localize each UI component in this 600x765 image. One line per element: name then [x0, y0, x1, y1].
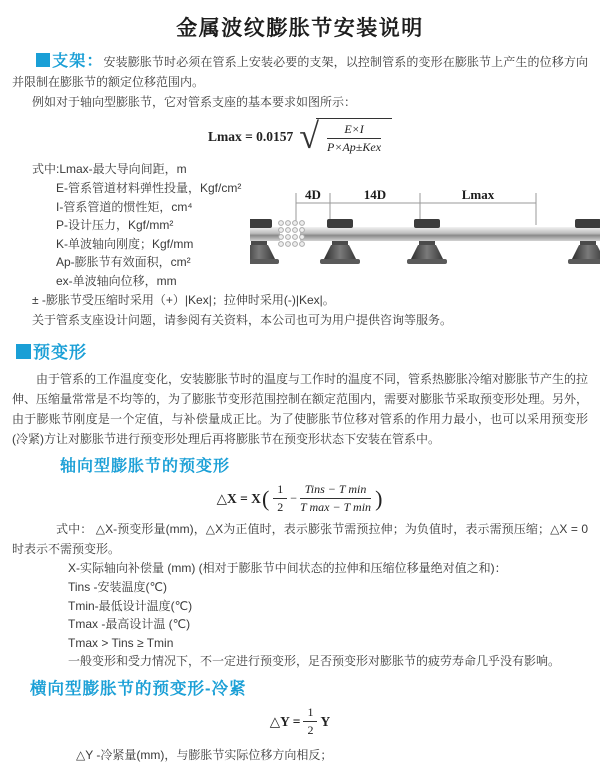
temp-fraction: [300, 482, 371, 515]
temperature-item: Tmax -最高设计温 (℃): [68, 617, 191, 631]
dim-label-14d: 14D: [363, 187, 387, 202]
consult-line: 关于管系支座设计问题，请参阅有关资料，本公司也可为用户提供咨询等服务。: [32, 313, 453, 327]
lateral-half-fraction: [303, 705, 317, 738]
variables-and-diagram: [12, 159, 588, 290]
plusminus-line: ± -膨胀节受压缩时采用（+）|Kex|；拉伸时采用(-)|Kex|。: [32, 293, 335, 307]
lateral-formula-lhs: △Y =: [269, 713, 301, 729]
variable-item: P-设计压力，Kgf/mm²: [56, 218, 174, 232]
square-root: [299, 118, 392, 155]
support-example-line: 例如对于轴向型膨胀节，它对管系支座的基本要求如图所示：: [32, 95, 357, 109]
blue-square-icon: [16, 344, 31, 359]
lmax-formula: [12, 118, 588, 155]
variable-item: Ap-膨胀节有效面积，cm²: [56, 255, 191, 269]
support-intro-paragraph: [12, 52, 588, 92]
close-paren: ): [375, 485, 383, 511]
variable-item: K-单波轴向刚度；Kgf/mm: [56, 236, 194, 251]
lmax-formula-lhs: Lmax = 0.0157: [207, 128, 294, 144]
temp-denominator: T max − T min: [300, 500, 372, 514]
page-title: 金属波纹膨胀节安装说明: [176, 17, 424, 40]
support-heading: [36, 53, 103, 70]
lmax-fraction-numerator: E×I: [327, 122, 381, 139]
predeform-heading-label: 预变形: [33, 343, 87, 362]
half-fraction: [273, 482, 287, 515]
lateral-formula-rhs: Y: [320, 713, 331, 729]
support-intro-text: 安装膨胀节时必须在管系上安装必要的支架，以控制管系的变形在膨胀节上产生的位移方向并限制在膨胀节的额定位移范围内。: [12, 55, 588, 89]
support-heading-label: 支架：: [52, 53, 104, 70]
axial-formula-lhs: △X = X: [216, 490, 261, 506]
predeform-heading: [16, 338, 588, 363]
predeform-body: 由于管系的工作温度变化，安装膨胀节时的温度与工作时的温度不同，管系热膨胀冷缩对膨胀节产生的拉伸、压缩量常常是不均等的，为了膨胀节变形范围控制在额定范围内，需要对膨胀节采取预变形处理。另外，由于膨账节刚度是一个定值，与补偿量成正比。为了使膨胀节位移对管系的作用力最小，也可以采用预变形(冷紧)方让对膨胀节进行预变形处理后再将膨胀节在预变形状态下安装在管系中。: [12, 372, 589, 446]
temperature-list: [12, 578, 588, 652]
pipe-support-icon: [407, 219, 447, 264]
pipe-support-diagram: [250, 183, 600, 283]
lateral-half-numerator: 1: [303, 705, 317, 722]
minus-sign: −: [290, 491, 298, 505]
lateral-heading: 横向型膨胀节的预变形-冷紧: [30, 680, 247, 698]
lmax-fraction-denominator: P×Ap±Kex: [327, 140, 382, 154]
radicand: [316, 118, 392, 155]
vars-intro-line: 式中:Lmax-最大导向间距，m: [32, 162, 187, 176]
axial-heading: 轴向型膨胀节的预变形: [60, 458, 231, 475]
axial-explain: 式中： △X-预变形量(mm)，△X为正值时，表示膨张节需预拉伸；为负值时，表示需预压缩；△X = 0时表示不需预变形。: [12, 522, 588, 556]
lateral-note: △Y -冷紧量(mm)，与膨胀节实际位移方向相反；: [76, 748, 333, 762]
document-page: [0, 12, 600, 765]
temperature-item: Tins -安装温度(℃): [68, 580, 168, 594]
lateral-formula: [12, 705, 588, 738]
half-numerator: 1: [273, 482, 287, 499]
dim-label-4d: 4D: [305, 187, 321, 202]
dim-label-lmax: Lmax: [461, 187, 495, 202]
pipe-support-icon: [320, 219, 360, 264]
variable-item: I-管系管道的惯性矩，cm⁴: [56, 199, 193, 214]
lateral-half-denominator: 2: [307, 723, 314, 737]
variable-item: E-管系管道材料弹性投量，Kgf/cm²: [56, 181, 242, 195]
radical-icon: √: [299, 116, 320, 157]
axial-formula: [12, 482, 588, 515]
temperature-item: Tmin-最低设计温度(℃): [68, 598, 193, 613]
x-definition-line: X-实际轴向补偿量 (mm) (相对于膨胀节中间状态的拉伸和压缩位移量绝对值之和)：: [68, 561, 507, 575]
open-paren: (: [261, 485, 270, 511]
blue-square-icon: [36, 53, 50, 67]
lmax-fraction: [327, 122, 381, 155]
pipe-support-icon: [568, 219, 600, 264]
variable-item: ex-单波轴向位移，mm: [56, 273, 177, 288]
axial-note: 一般变形和受力情况下，不一定进行预变形，足否预变形对膨胀节的疲劳寿命几乎没有影响。: [68, 654, 561, 668]
temperature-item: Tmax > Tins ≥ Tmin: [68, 635, 174, 650]
half-denominator: 2: [277, 500, 284, 514]
temp-numerator: Tins − T min: [300, 482, 371, 499]
pipe-support-icon: [250, 219, 279, 264]
